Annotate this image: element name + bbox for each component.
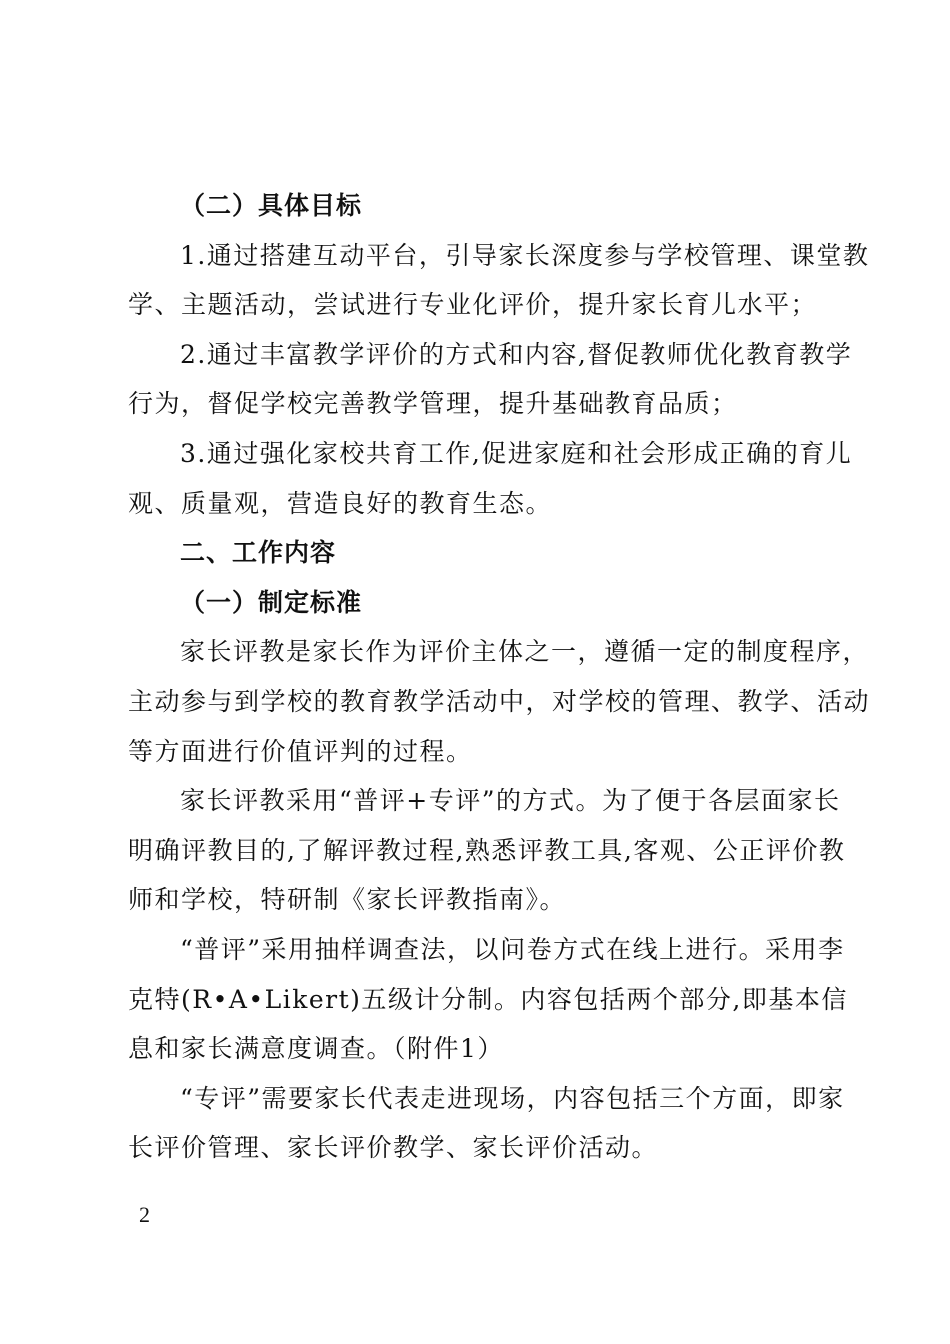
goal-1-line-1: 1.通过搭建互动平台，引导家长深度参与学校管理、课堂教	[180, 240, 870, 270]
paragraph-2-line-2: 明确评教目的,了解评教过程,熟悉评教工具,客观、公正评价教	[128, 835, 846, 865]
paragraph-4-line-2: 长评价管理、家长评价教学、家长评价活动。	[128, 1133, 659, 1163]
paragraph-2-line-3: 师和学校，特研制《家长评教指南》。	[128, 885, 567, 915]
goal-2-line-1: 2.通过丰富教学评价的方式和内容,督促教师优化教育教学	[180, 339, 853, 369]
section-heading-work-content: 二、工作内容	[180, 538, 337, 568]
heading-specific-goals: （二）具体目标	[180, 191, 363, 220]
paragraph-2-line-1: 家长评教采用“普评+专评”的方式。为了便于各层面家长	[180, 786, 841, 816]
paragraph-3-line-2: 克特(R•A•Likert)五级计分制。内容包括两个部分,即基本信	[128, 984, 848, 1014]
document-body	[128, 181, 871, 1173]
goal-1-line-2: 学、主题活动，尝试进行专业化评价，提升家长育儿水平；	[128, 290, 818, 320]
paragraph-4-line-1: “专评”需要家长代表走进现场，内容包括三个方面，即家	[180, 1083, 845, 1113]
paragraph-3-line-1: “普评”采用抽样调查法，以问卷方式在线上进行。采用李	[180, 934, 845, 964]
paragraph-3-line-3: 息和家长满意度调查。（附件1）	[128, 1034, 504, 1064]
subheading-standards: （一）制定标准	[180, 587, 363, 617]
page-number: 2	[139, 1202, 150, 1227]
goal-3-line-2: 观、质量观，营造良好的教育生态。	[128, 488, 553, 518]
paragraph-1-line-2: 主动参与到学校的教育教学活动中，对学校的管理、教学、活动	[128, 686, 871, 716]
goal-3-line-1: 3.通过强化家校共育工作,促进家庭和社会形成正确的育儿	[180, 438, 853, 468]
paragraph-1-line-1: 家长评教是家长作为评价主体之一，遵循一定的制度程序，	[180, 637, 870, 667]
goal-2-line-2: 行为，督促学校完善教学管理，提升基础教育品质；	[128, 389, 738, 419]
paragraph-1-line-3: 等方面进行价值评判的过程。	[128, 736, 473, 766]
